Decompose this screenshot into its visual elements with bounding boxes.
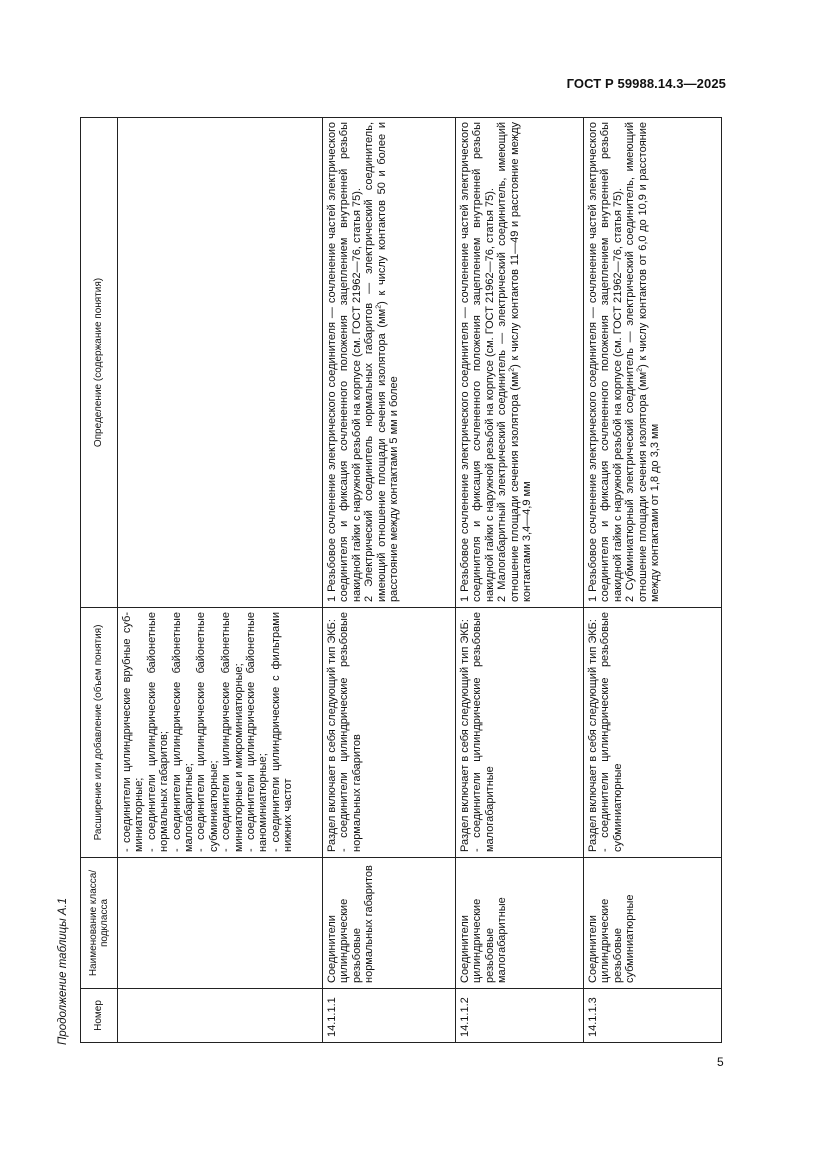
scope-line: - соединители цилиндрические байонетные субминиатюрные; xyxy=(195,612,220,852)
definition-text: ) к числу контактов 50 и более и расстояние между контактами 5 мм и более xyxy=(375,122,401,602)
table-caption: Продолжение таблицы А.1 xyxy=(57,897,69,1045)
table-header-row xyxy=(81,118,118,1043)
definition-text: 2 Субминиатюрный электрический соединитель — электрический соединитель, имеющий отношение площади сечения изолятора (мм xyxy=(624,122,649,602)
superscript: 2 xyxy=(635,367,643,372)
cell-definition xyxy=(456,118,584,608)
superscript: 2 xyxy=(507,367,515,372)
superscript: 2 xyxy=(374,304,382,309)
cell-number: 14.1.1.1 xyxy=(323,989,456,1043)
definition-para-2 xyxy=(496,122,533,602)
scope-line: - соединители цилиндрические резьбовые малогабаритные xyxy=(471,612,496,852)
cell-scope xyxy=(584,608,722,858)
scope-line: - соединители цилиндрические байонетные нормальных габаритов; xyxy=(145,612,171,852)
definition-para-1: 1 Резьбовое сочленение электрического соединителя — сочленение частей электрического соединителя и фиксация сочлененного положения зацеплением внутренней резьбы накидной гайки с наружной резьбой на корпусе (см. ГОСТ 21962—76, статья 75). xyxy=(587,122,624,602)
definition-text: 2 Малогабаритный электрический соединитель — электрический соединитель, имеющий отношение площади сечения изолятора (мм xyxy=(496,122,521,602)
cell-definition xyxy=(118,118,323,608)
scope-line: - соединители цилиндрические с фильтрами нижних частот xyxy=(269,612,295,852)
definition-text: 2 Электрический соединитель нормальных габаритов — электрический соединитель, имеющий отношение площади сечения изолятора (мм xyxy=(363,122,388,602)
cell-name: Соединители цилиндрические резьбовые малогабаритные xyxy=(456,858,584,989)
col-header-name: Наименование класса/подкласса xyxy=(81,858,118,989)
cell-scope xyxy=(456,608,584,858)
cell-number xyxy=(118,989,323,1043)
scope-line: Раздел включает в себя следующий тип ЭКБ: xyxy=(459,619,471,852)
definition-text: ) к числу контактов от 6,0 до 10,9 и расстояние между контактами от 1,8 до 3,3 мм xyxy=(636,122,662,602)
definition-para-2 xyxy=(363,122,400,602)
table-row xyxy=(323,118,456,1043)
cell-name: Соединители цилиндрические резьбовые нормальных габаритов xyxy=(323,858,456,989)
cell-definition xyxy=(323,118,456,608)
table-row xyxy=(584,118,722,1043)
scope-line: - соединители цилиндрические байонетные миниатюрные и микроминиатюрные; xyxy=(220,612,245,852)
table-row xyxy=(456,118,584,1043)
scope-line: - соединители цилиндрические врубные суб-миниатюрные; xyxy=(121,612,146,852)
document-title: ГОСТ Р 59988.14.3—2025 xyxy=(566,76,726,91)
cell-name xyxy=(118,858,323,989)
definition-para-1: 1 Резьбовое сочленение электрического соединителя — сочленение частей электрического соединителя и фиксация сочлененного положения зацеплением внутренней резьбы накидной гайки с наружной резьбой на корпусе (см. ГОСТ 21962—76, статья 75). xyxy=(326,122,363,602)
cell-scope xyxy=(118,608,323,858)
rotated-table-frame xyxy=(80,118,721,1043)
definition-text: ) к числу контактов 11—49 и расстояние между контактами 3,4—4,9 мм xyxy=(508,122,534,602)
scope-line: - соединители цилиндрические байонетные малогабаритные; xyxy=(170,612,196,852)
cell-scope xyxy=(323,608,456,858)
col-header-scope: Расширение или добавление (объем понятия) xyxy=(81,608,118,858)
definition-para-2 xyxy=(624,122,661,602)
scope-line: Раздел включает в себя следующий тип ЭКБ: xyxy=(587,619,599,852)
cell-name: Соединители цилиндрические резьбовые субминиатюрные xyxy=(584,858,722,989)
cell-number: 14.1.1.2 xyxy=(456,989,584,1043)
cell-number: 14.1.1.3 xyxy=(584,989,722,1043)
cell-definition xyxy=(584,118,722,608)
scope-line: - соединители цилиндрические резьбовые субминиатюрные xyxy=(599,612,624,852)
table-row xyxy=(118,118,323,1043)
definition-para-1: 1 Резьбовое сочленение электрического соединителя — сочленение частей электрического соединителя и фиксация сочлененного положения зацеплением внутренней резьбы накидной гайки с наружной резьбой на корпусе (см. ГОСТ 21962—76, статья 75). xyxy=(459,122,496,602)
scope-line: - соединители цилиндрические байонетные наноминиатюрные; xyxy=(245,612,270,852)
terms-table xyxy=(80,117,722,1043)
page-number: 5 xyxy=(717,1055,724,1069)
scope-line: Раздел включает в себя следующий тип ЭКБ: xyxy=(326,619,338,852)
scope-line: - соединители цилиндрические резьбовые нормальных габаритов xyxy=(338,612,363,852)
col-header-number: Номер xyxy=(81,989,118,1043)
col-header-definition: Определение (содержание понятия) xyxy=(81,118,118,608)
